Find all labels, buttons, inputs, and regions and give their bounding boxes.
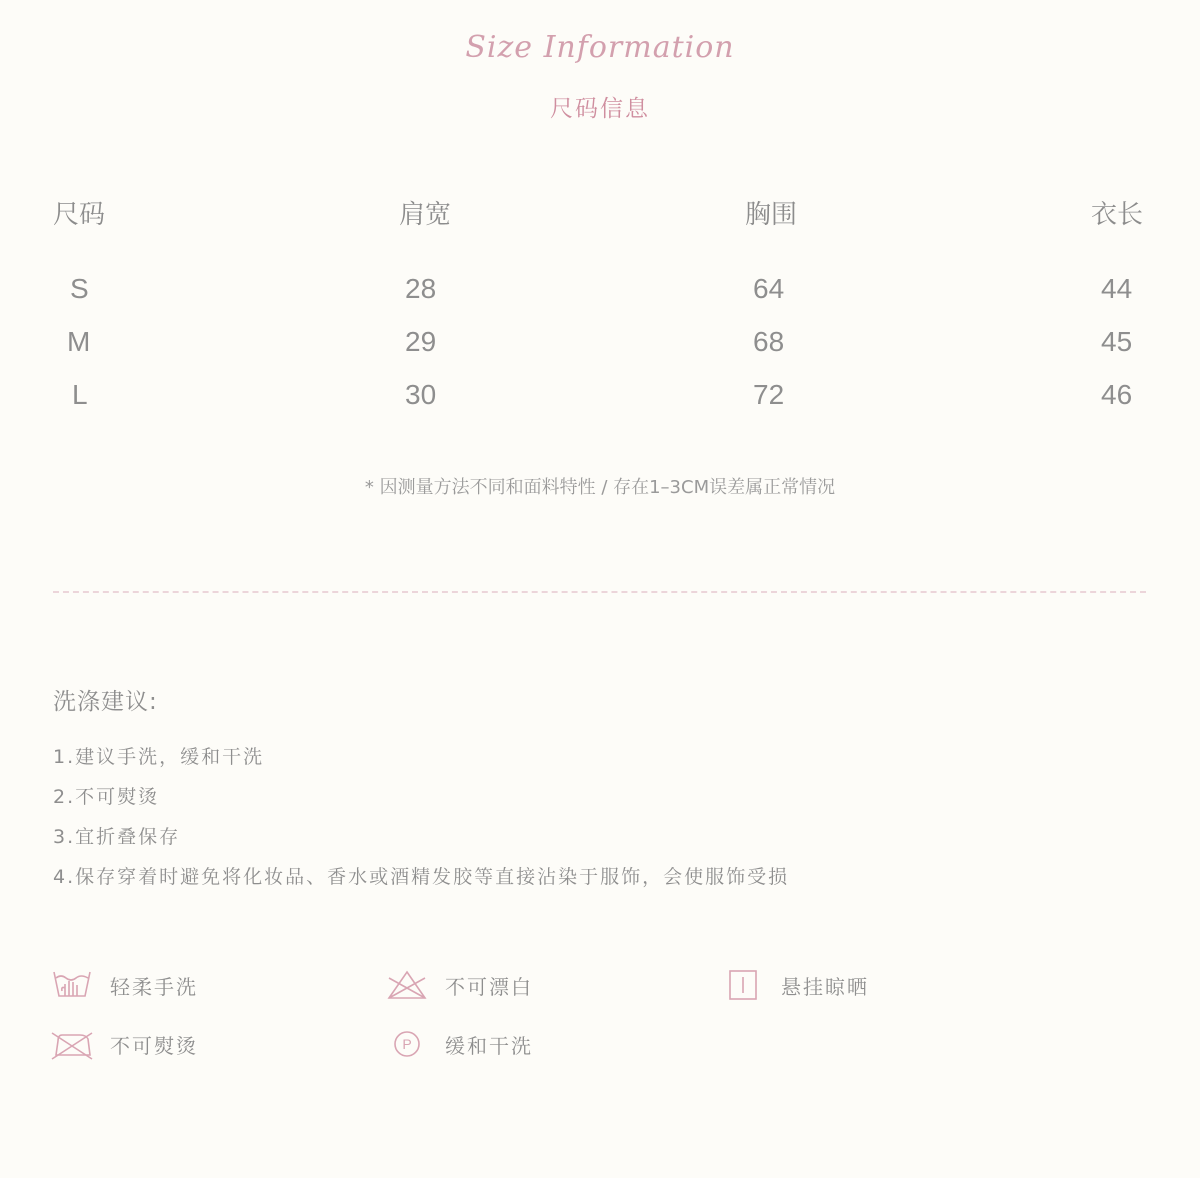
measurement-note: * 因测量方法不同和面料特性 / 存在1–3CM误差属正常情况 (364, 477, 836, 498)
length-cell: 46 (1101, 379, 1133, 410)
care-symbol-hang-dry (721, 968, 869, 1002)
shoulder-cell: 30 (405, 379, 437, 410)
care-symbol-hand-wash (50, 968, 198, 1002)
size-cell: L (72, 379, 88, 410)
hang-dry-icon (721, 968, 765, 1002)
dry-clean-icon-letter: P (402, 1036, 412, 1052)
chest-cell: 72 (753, 379, 785, 410)
care-label: 不可熨烫 (110, 1033, 198, 1058)
dry-clean-icon (385, 1027, 429, 1061)
washing-item: 4.保存穿着时避免将化妆品、香水或酒精发胶等直接沾染于服饰，会使服饰受损 (53, 866, 790, 888)
length-cell: 44 (1101, 273, 1133, 304)
care-symbol-dry-clean (385, 1027, 533, 1061)
care-label: 缓和干洗 (445, 1033, 533, 1058)
care-symbol-no-bleach (385, 968, 533, 1002)
washing-item: 2.不可熨烫 (53, 786, 160, 808)
column-header-chest: 胸围 (745, 200, 798, 230)
section-divider (53, 591, 1146, 593)
chest-cell: 68 (753, 326, 785, 357)
no-bleach-icon (385, 968, 429, 1002)
washing-title: 洗涤建议: (53, 689, 158, 715)
size-cell: S (70, 273, 89, 304)
chest-cell: 64 (753, 273, 785, 304)
size-information-subtitle: 尺码信息 (550, 96, 650, 122)
care-label: 悬挂晾晒 (781, 974, 869, 999)
care-label: 轻柔手洗 (110, 974, 198, 999)
care-symbol-no-iron (50, 1027, 198, 1061)
care-label: 不可漂白 (445, 974, 533, 999)
hand-wash-icon (50, 968, 94, 1002)
length-cell: 45 (1101, 326, 1133, 357)
column-header-length: 衣长 (1091, 200, 1144, 230)
column-header-shoulder: 肩宽 (399, 200, 452, 230)
size-information-title: Size Information (465, 30, 735, 65)
washing-item: 1.建议手洗，缓和干洗 (53, 746, 265, 768)
column-header-size: 尺码 (53, 200, 106, 230)
washing-item: 3.宜折叠保存 (53, 826, 181, 848)
shoulder-cell: 29 (405, 326, 437, 357)
size-cell: M (67, 326, 91, 357)
shoulder-cell: 28 (405, 273, 437, 304)
no-iron-icon (50, 1027, 94, 1061)
